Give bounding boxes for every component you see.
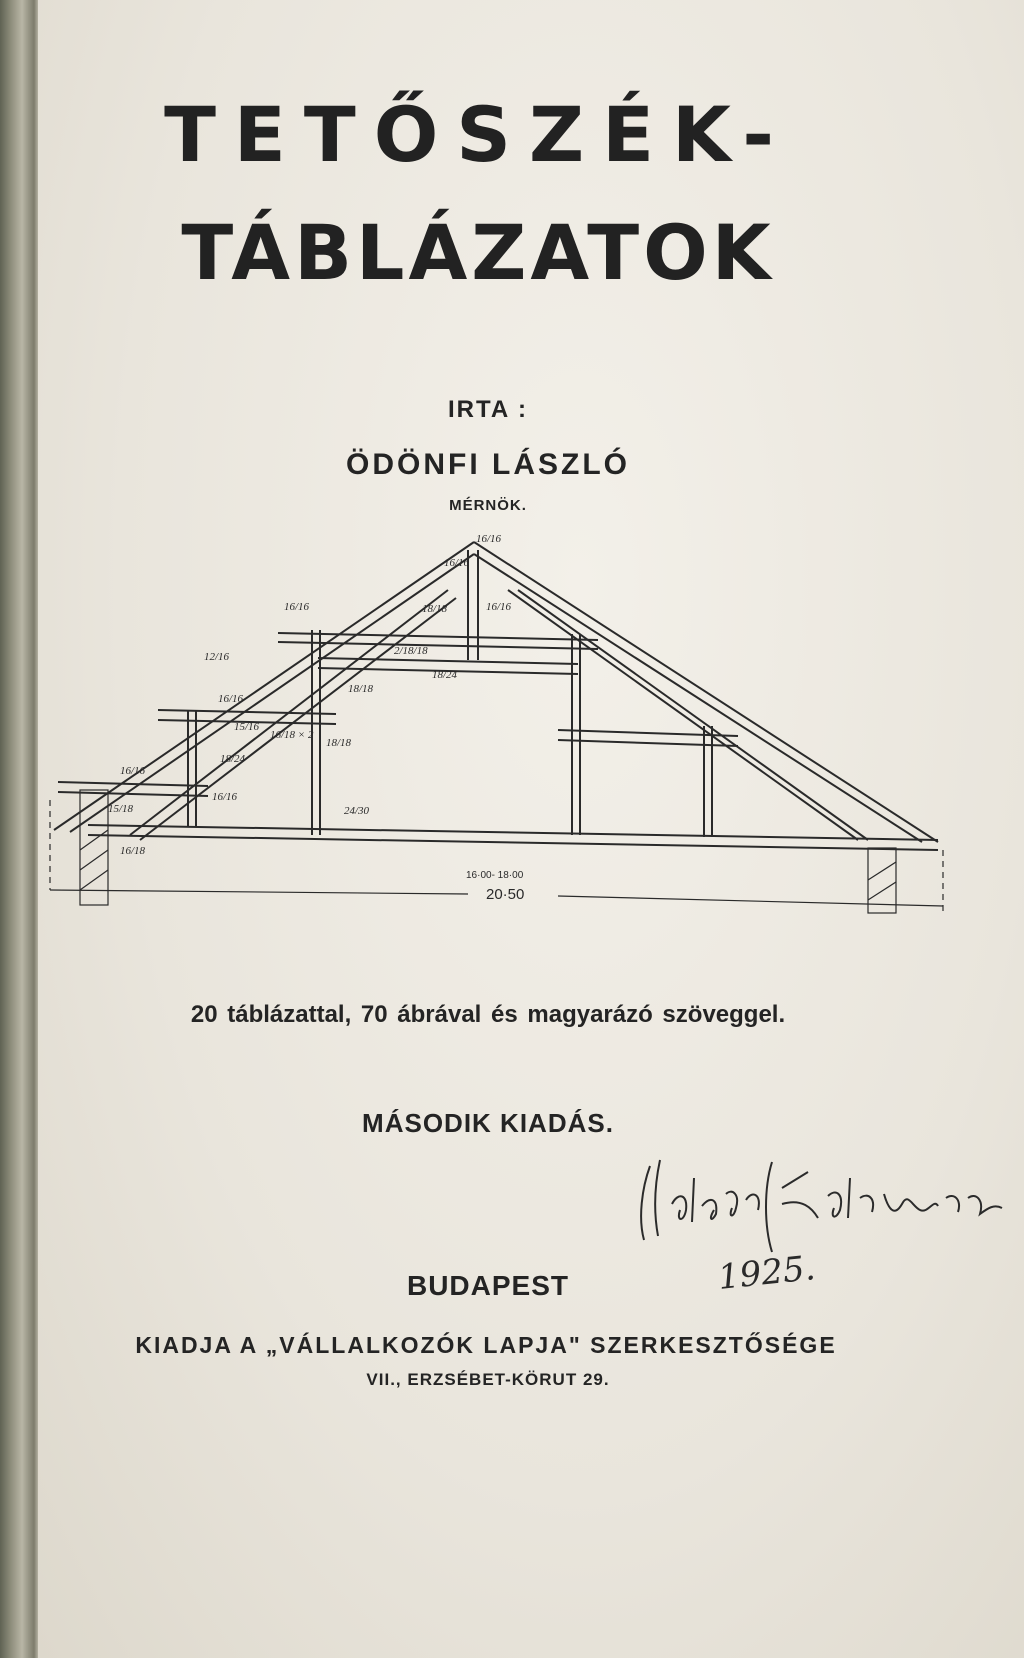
member-label: 16/18 × 2 bbox=[270, 729, 314, 741]
span-dimension-line-2 bbox=[558, 896, 943, 906]
span-range-label: 16·00- 18·00 bbox=[466, 870, 524, 881]
book-subtitle: 20 táblázattal, 70 ábrával és magyarázó szöveggel. bbox=[190, 1001, 786, 1028]
member-label: 16/18 bbox=[120, 845, 146, 857]
member-label: 16/16 bbox=[476, 533, 502, 545]
member-label: 15/16 bbox=[234, 721, 260, 733]
span-dimension-line bbox=[50, 890, 468, 894]
right-brace bbox=[508, 590, 858, 840]
member-label: 12/16 bbox=[204, 651, 230, 663]
member-label: 16/16 bbox=[120, 765, 146, 777]
member-label: 18/18 bbox=[422, 603, 448, 615]
member-label: 16/16 bbox=[444, 557, 470, 569]
member-label: 2/18/18 bbox=[394, 645, 428, 657]
right-wall bbox=[868, 848, 896, 913]
title-page bbox=[38, 0, 1024, 1658]
upper-collar bbox=[278, 633, 598, 640]
upper-collar-2 bbox=[278, 642, 598, 649]
span-total-label: 20·50 bbox=[486, 886, 525, 903]
right-rafter-inner bbox=[474, 554, 922, 842]
member-label: 18/24 bbox=[432, 669, 458, 681]
publisher-line: KIADJA A „VÁLLALKOZÓK LAPJA" SZERKESZTŐSÉGE bbox=[135, 1332, 837, 1358]
member-label: 18/24 bbox=[220, 753, 246, 765]
publication-city: BUDAPEST bbox=[406, 1270, 569, 1301]
right-wall-hatch-1 bbox=[868, 862, 896, 880]
member-label: 16/16 bbox=[212, 791, 238, 803]
left-wall-hatch-1 bbox=[80, 830, 108, 850]
left-rafter-inner bbox=[70, 554, 474, 832]
member-label: 16/16 bbox=[284, 601, 310, 613]
handwritten-year: 1925. bbox=[716, 1248, 818, 1298]
author-name: ÖDÖNFI LÁSZLÓ bbox=[346, 448, 630, 481]
byline-label: IRTA : bbox=[448, 396, 528, 423]
member-label: 24/30 bbox=[344, 805, 370, 817]
left-wall-hatch-2 bbox=[80, 850, 108, 870]
member-label: 18/18 bbox=[326, 737, 352, 749]
right-rafter bbox=[474, 542, 938, 842]
handwritten-signature bbox=[632, 1148, 1022, 1258]
right-brace-2 bbox=[518, 590, 868, 840]
book-title-line-1: TETŐSZÉK- bbox=[164, 90, 792, 179]
left-rafter bbox=[54, 542, 474, 830]
member-label: 15/18 bbox=[108, 803, 134, 815]
author-profession: MÉRNÖK. bbox=[449, 497, 527, 514]
roof-truss-diagram bbox=[38, 533, 1024, 980]
eaves-beam bbox=[58, 782, 208, 786]
edition-label: MÁSODIK KIADÁS. bbox=[362, 1108, 614, 1138]
book-title-line-2: TÁBLÁZATOK bbox=[181, 208, 775, 297]
publisher-address: VII., ERZSÉBET-KÖRUT 29. bbox=[366, 1370, 610, 1389]
left-wall-hatch-3 bbox=[80, 870, 108, 890]
member-label: 18/18 bbox=[348, 683, 374, 695]
right-wall-hatch-2 bbox=[868, 882, 896, 900]
member-label: 16/16 bbox=[486, 601, 512, 613]
member-label: 16/16 bbox=[218, 693, 244, 705]
